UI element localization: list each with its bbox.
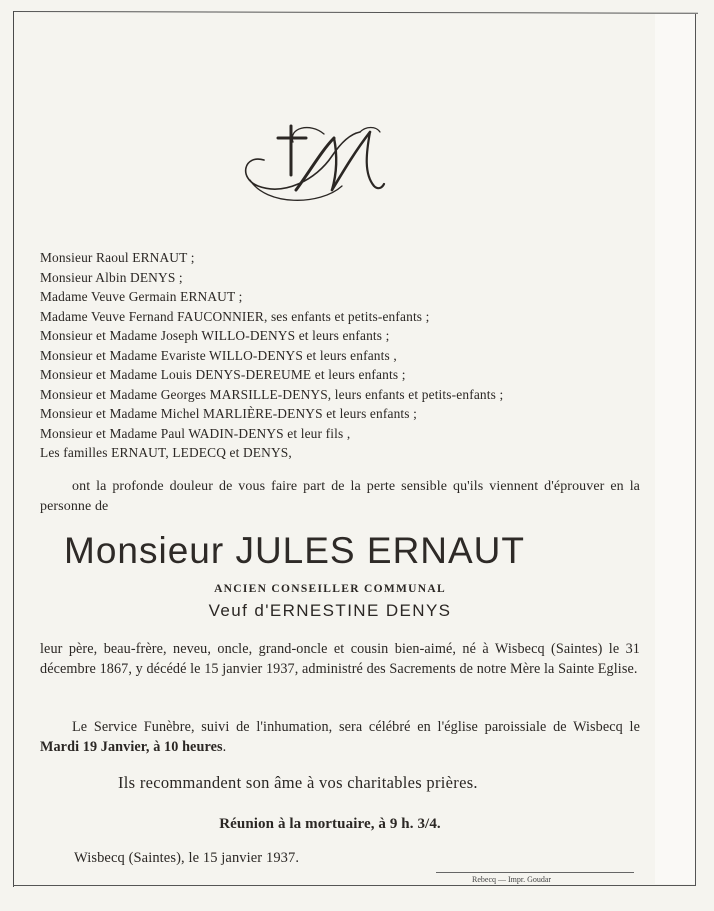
meeting-text: Réunion à la mortuaire, à 9 h. 3/4. [219,816,441,832]
family-list [40,248,650,463]
printer-credit: Rebecq — Impr. Goudar [472,875,552,884]
family-line: Madame Veuve Germain ERNAUT ; [40,289,243,304]
deceased-title: ANCIEN CONSEILLER COMMUNAL [214,583,446,595]
announcement-text: ont la profonde douleur de vous faire part de la perte sensible qu'ils viennent d'éprouver en la personne de [40,479,640,514]
family-line: Monsieur et Madame Paul WADIN-DENYS et leur fils , [40,425,351,441]
service-text: Le Service Funèbre, suivi de l'inhumation, sera célébré en l'église paroissiale de Wisbecq le [72,719,640,735]
page-edge-strip [655,14,695,884]
service-date: Mardi 19 Janvier, à 10 heures [40,738,223,755]
family-line: Monsieur Raoul ERNAUT ; [40,250,195,265]
deceased-widower: Veuf d'ERNESTINE DENYS [208,601,452,620]
prayer-text: Ils recommandent son âme à vos charitables prières. [118,773,478,792]
family-line: Madame Veuve Fernand FAUCONNIER, ses enfants et petits-enfants ; [40,308,430,324]
meeting-line [0,814,660,834]
border-bottom [13,885,696,886]
border-right [695,14,696,886]
place-date: Wisbecq (Saintes), le 15 janvier 1937. [74,850,300,866]
deceased-details: leur père, beau-frère, neveu, oncle, grand-oncle et cousin bien-aimé, né à Wisbecq (Saintes) le 31 décembre 1867, y décédé le 15 janvier 1937, administré des Sacrements de notre Mère la Sainte Eglise. [40,641,640,677]
border-left [13,11,14,887]
printer-divider [436,872,634,873]
service-end: . [222,738,227,755]
family-line: Monsieur et Madame Joseph WILLO-DENYS et leurs enfants ; [40,328,390,343]
deceased-name: Monsieur JULES ERNAUT [64,530,526,571]
family-line: Les familles ERNAUT, LEDECQ et DENYS, [40,445,292,460]
family-line: Monsieur et Madame Georges MARSILLE-DENYS, leurs enfants et petits-enfants ; [40,386,504,402]
cross-monogram-icon [236,120,386,215]
border-top [14,11,698,14]
family-line: Monsieur et Madame Louis DENYS-DEREUME et leurs enfants ; [40,367,406,382]
service-paragraph [40,718,640,757]
family-line: Monsieur Albin DENYS ; [40,269,183,285]
family-line: Monsieur et Madame Evariste WILLO-DENYS et leurs enfants , [40,347,397,363]
family-line: Monsieur et Madame Michel MARLIÈRE-DENYS et leurs enfants ; [40,406,418,421]
